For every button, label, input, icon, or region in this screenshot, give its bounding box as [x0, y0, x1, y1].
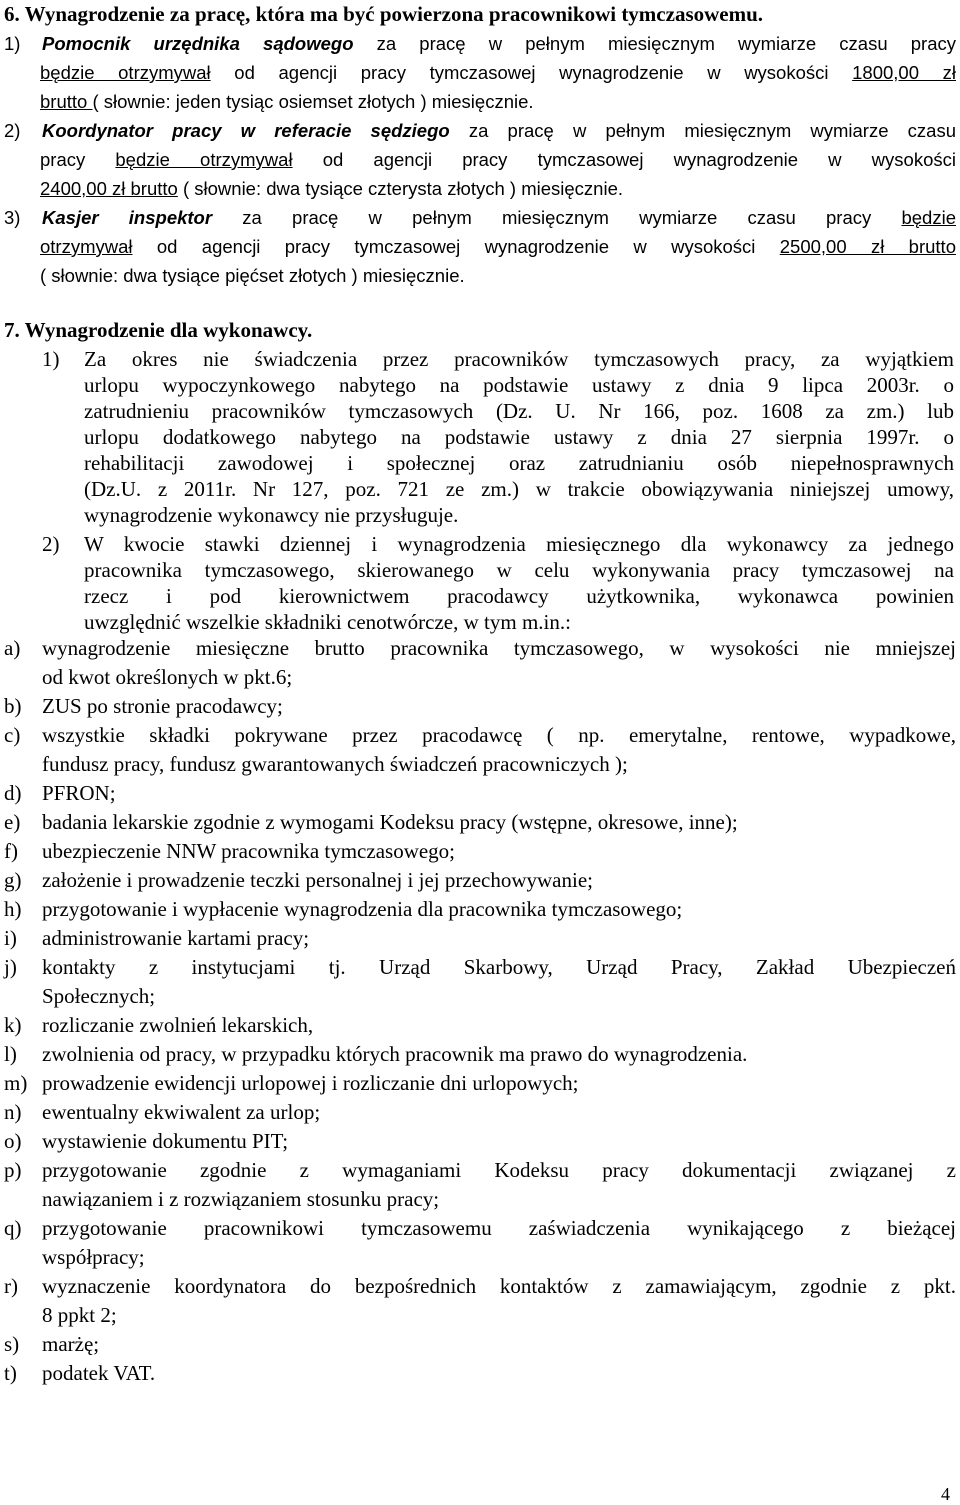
item-2-l2b: będzie otrzymywał: [115, 149, 293, 170]
list-letter-n: n): [4, 1100, 22, 1124]
list-letter-t: t): [4, 1361, 17, 1385]
item-3-l2a: otrzymywał: [40, 236, 133, 257]
item-1-l3a: brutto: [40, 91, 93, 112]
list-text-j-2: Społecznych;: [42, 984, 156, 1008]
p1-line-2: [0, 371, 960, 400]
list-item-l: [0, 1040, 960, 1069]
item-1-line-3: [0, 87, 960, 116]
item-1-l3b: ( słownie: jeden tysiąc osiemset złotych ) miesięcznie.: [92, 91, 534, 112]
list-item-g: [0, 866, 960, 895]
p1-line-1: [0, 345, 960, 374]
item-1-l1: za pracę w pełnym miesięcznym wymiarze czasu pracy: [353, 33, 956, 54]
item-2-l3b: ( słownie: dwa tysiące czterysta złotych ) miesięcznie.: [177, 178, 624, 199]
list-letter-q: q): [4, 1216, 22, 1240]
p1-line-7: [0, 501, 960, 530]
p2-text-3: rzecz i pod kierownictwem pracodawcy użytkownika, wykonawca powinien: [84, 584, 954, 608]
list-letter-p: p): [4, 1158, 22, 1182]
list-letter-f: f): [4, 839, 18, 863]
list-letter-a: a): [4, 636, 21, 660]
list-item-c: [0, 721, 960, 750]
list-text-b-1: ZUS po stronie pracodawcy;: [42, 694, 283, 718]
list-item-r-cont: [0, 1301, 960, 1330]
item-2-role: Koordynator pracy w referacie sędziego: [42, 120, 450, 141]
item-3-role: Kasjer inspektor: [42, 207, 213, 228]
list-item-p-cont: [0, 1185, 960, 1214]
list-text-m-1: prowadzenie ewidencji urlopowej i rozliczanie dni urlopowych;: [42, 1071, 579, 1095]
item-1-text-2: [40, 58, 956, 87]
section-7-heading: [0, 316, 960, 345]
item-2-line-3: [0, 174, 960, 203]
list-text-d-1: PFRON;: [42, 781, 116, 805]
list-letter-e: e): [4, 810, 21, 834]
item-3-l2b: od agencji pracy tymczasowej wynagrodzenie w wysokości: [132, 236, 780, 257]
p2-text-2: pracownika tymczasowego, skierowanego w celu wykonywania pracy tymczasowej na: [84, 558, 954, 582]
list-text-c-2: fundusz pracy, fundusz gwarantowanych świadczeń pracowniczych );: [42, 752, 628, 776]
item-2-text-3: [40, 174, 956, 203]
list-letter-g: g): [4, 868, 22, 892]
list-text-h-1: przygotowanie i wypłacenie wynagrodzenia dla pracownika tymczasowego;: [42, 897, 683, 921]
item-2-l1: za pracę w pełnym miesięcznym wymiarze czasu: [449, 120, 956, 141]
p1-text-3: zatrudnieniu pracowników tymczasowych (Dz. U. Nr 166, poz. 1608 za zm.) lub: [84, 399, 954, 423]
list-item-t: [0, 1359, 960, 1388]
list-item-c-cont: [0, 750, 960, 779]
list-text-n-1: ewentualny ekwiwalent za urlop;: [42, 1100, 321, 1124]
p1-number: 1): [42, 347, 60, 371]
item-2-line-1: [0, 116, 960, 145]
item-1-line-2: [0, 58, 960, 87]
p2-line-4: [0, 608, 960, 637]
item-2-l2a: pracy: [40, 149, 116, 170]
item-1-role: Pomocnik urzędnika sądowego: [42, 33, 354, 54]
item-2-l2c: od agencji pracy tymczasowej wynagrodzenie w wysokości: [292, 149, 956, 170]
p1-line-4: [0, 423, 960, 452]
list-item-p: [0, 1156, 960, 1185]
p1-text-1: Za okres nie świadczenia przez pracowników tymczasowych pracy, za wyjątkiem: [84, 347, 954, 371]
page-number: 4: [941, 1484, 950, 1504]
list-text-p-2: nawiązaniem i z rozwiązaniem stosunku pracy;: [42, 1187, 440, 1211]
p1-line-6: [0, 475, 960, 504]
item-3-line-3: [0, 261, 960, 290]
list-item-a-cont: [0, 663, 960, 692]
item-1-line-1: [0, 29, 960, 58]
list-letter-j: j): [4, 955, 17, 979]
p2-line-2: [0, 556, 960, 585]
item-3-l2c: 2500,00 zł brutto: [779, 236, 956, 257]
list-item-e: [0, 808, 960, 837]
list-text-q-1: przygotowanie pracownikowi tymczasowemu zaświadczenia wynikającego z bieżącej: [42, 1216, 956, 1240]
list-letter-m: m): [4, 1071, 28, 1095]
p2-line-3: [0, 582, 960, 611]
list-item-a: [0, 634, 960, 663]
list-letter-r: r): [4, 1274, 18, 1298]
item-2-l3a: 2400,00 zł brutto: [40, 178, 178, 199]
list-item-b: [0, 692, 960, 721]
item-3-text-3: ( słownie: dwa tysiące pięćset złotych ) miesięcznie.: [40, 265, 465, 286]
p2-text-1: W kwocie stawki dziennej i wynagrodzenia miesięcznego dla wykonawcy za jednego: [84, 532, 954, 556]
list-text-a-2: od kwot określonych w pkt.6;: [42, 665, 293, 689]
list-item-m: [0, 1069, 960, 1098]
item-1-text-3: [40, 87, 956, 116]
list-letter-d: d): [4, 781, 22, 805]
list-item-i: [0, 924, 960, 953]
list-text-r-1: wyznaczenie koordynatora do bezpośrednich kontaktów z zamawiającym, zgodnie z pkt.: [42, 1274, 956, 1298]
section-7-heading-text: 7. Wynagrodzenie dla wykonawcy.: [4, 318, 313, 342]
list-letter-c: c): [4, 723, 21, 747]
list-text-p-1: przygotowanie zgodnie z wymaganiami Kodeksu pracy dokumentacji związanej z: [42, 1158, 956, 1182]
list-text-q-2: współpracy;: [42, 1245, 145, 1269]
list-item-j-cont: [0, 982, 960, 1011]
list-text-e-1: badania lekarskie zgodnie z wymogami Kodeksu pracy (wstępne, okresowe, inne);: [42, 810, 738, 834]
item-1-number: 1): [4, 33, 21, 54]
list-letter-l: l): [4, 1042, 17, 1066]
list-item-n: [0, 1098, 960, 1127]
item-1-l2c: 1800,00 zł: [852, 62, 956, 83]
list-text-j-1: kontakty z instytucjami tj. Urząd Skarbowy, Urząd Pracy, Zakład Ubezpieczeń: [42, 955, 956, 979]
list-text-r-2: 8 ppkt 2;: [42, 1303, 117, 1327]
item-3-number: 3): [4, 207, 21, 228]
item-2-text-1: [42, 116, 956, 145]
item-2-number: 2): [4, 120, 21, 141]
item-2-text-2: [40, 145, 956, 174]
p2-number: 2): [42, 532, 60, 556]
item-3-line-2: [0, 232, 960, 261]
p2-line-1: [0, 530, 960, 559]
list-letter-o: o): [4, 1129, 22, 1153]
p1-text-5: rehabilitacji zawodowej i społecznej oraz zatrudnianiu osób niepełnosprawnych: [84, 451, 954, 475]
p1-text-6: (Dz.U. z 2011r. Nr 127, poz. 721 ze zm.) w trakcie obowiązywania niniejszej umowy,: [84, 477, 954, 501]
list-letter-s: s): [4, 1332, 20, 1356]
item-1-l2b: od agencji pracy tymczasowej wynagrodzenie w wysokości: [210, 62, 853, 83]
section-6-heading: [0, 0, 960, 29]
section-6-heading-text: 6. Wynagrodzenie za pracę, która ma być powierzona pracownikowi tymczasowemu.: [4, 2, 764, 26]
list-item-q: [0, 1214, 960, 1243]
p2-text-4: uwzględnić wszelkie składniki cenotwórcze, w tym m.in.:: [84, 610, 571, 634]
list-text-k-1: rozliczanie zwolnień lekarskich,: [42, 1013, 314, 1037]
list-text-t-1: podatek VAT.: [42, 1361, 156, 1385]
item-1-text-1: [42, 29, 956, 58]
list-item-r: [0, 1272, 960, 1301]
list-item-q-cont: [0, 1243, 960, 1272]
list-item-j: [0, 953, 960, 982]
item-3-text-2: [40, 232, 956, 261]
p1-text-7: wynagrodzenie wykonawcy nie przysługuje.: [84, 503, 459, 527]
list-letter-i: i): [4, 926, 17, 950]
list-text-c-1: wszystkie składki pokrywane przez pracodawcę ( np. emerytalne, rentowe, wypadkowe,: [42, 723, 956, 747]
list-text-s-1: marżę;: [42, 1332, 100, 1356]
list-letter-b: b): [4, 694, 22, 718]
item-3-l1a: za pracę w pełnym miesięcznym wymiarze czasu pracy: [212, 207, 902, 228]
p1-text-4: urlopu dodatkowego nabytego na podstawie ustawy z dnia 27 sierpnia 1997r. o: [84, 425, 954, 449]
list-item-s: [0, 1330, 960, 1359]
list-text-g-1: założenie i prowadzenie teczki personalnej i jej przechowywanie;: [42, 868, 593, 892]
list-item-o: [0, 1127, 960, 1156]
list-item-k: [0, 1011, 960, 1040]
p1-line-3: [0, 397, 960, 426]
item-1-l2a: będzie otrzymywał: [40, 62, 211, 83]
list-item-h: [0, 895, 960, 924]
list-letter-h: h): [4, 897, 22, 921]
list-text-f-1: ubezpieczenie NNW pracownika tymczasowego;: [42, 839, 456, 863]
p1-line-5: [0, 449, 960, 478]
item-3-text-1: [42, 203, 956, 232]
item-3-line-1: [0, 203, 960, 232]
list-item-d: [0, 779, 960, 808]
list-text-a-1: wynagrodzenie miesięczne brutto pracownika tymczasowego, w wysokości nie mniejszej: [42, 636, 956, 660]
list-item-f: [0, 837, 960, 866]
list-letter-k: k): [4, 1013, 22, 1037]
p1-text-2: urlopu wypoczynkowego nabytego na podstawie ustawy z dnia 9 lipca 2003r. o: [84, 373, 954, 397]
list-text-l-1: zwolnienia od pracy, w przypadku których pracownik ma prawo do wynagrodzenia.: [42, 1042, 748, 1066]
list-text-i-1: administrowanie kartami pracy;: [42, 926, 310, 950]
item-3-l1b: będzie: [901, 207, 956, 228]
item-2-line-2: [0, 145, 960, 174]
list-text-o-1: wystawienie dokumentu PIT;: [42, 1129, 289, 1153]
